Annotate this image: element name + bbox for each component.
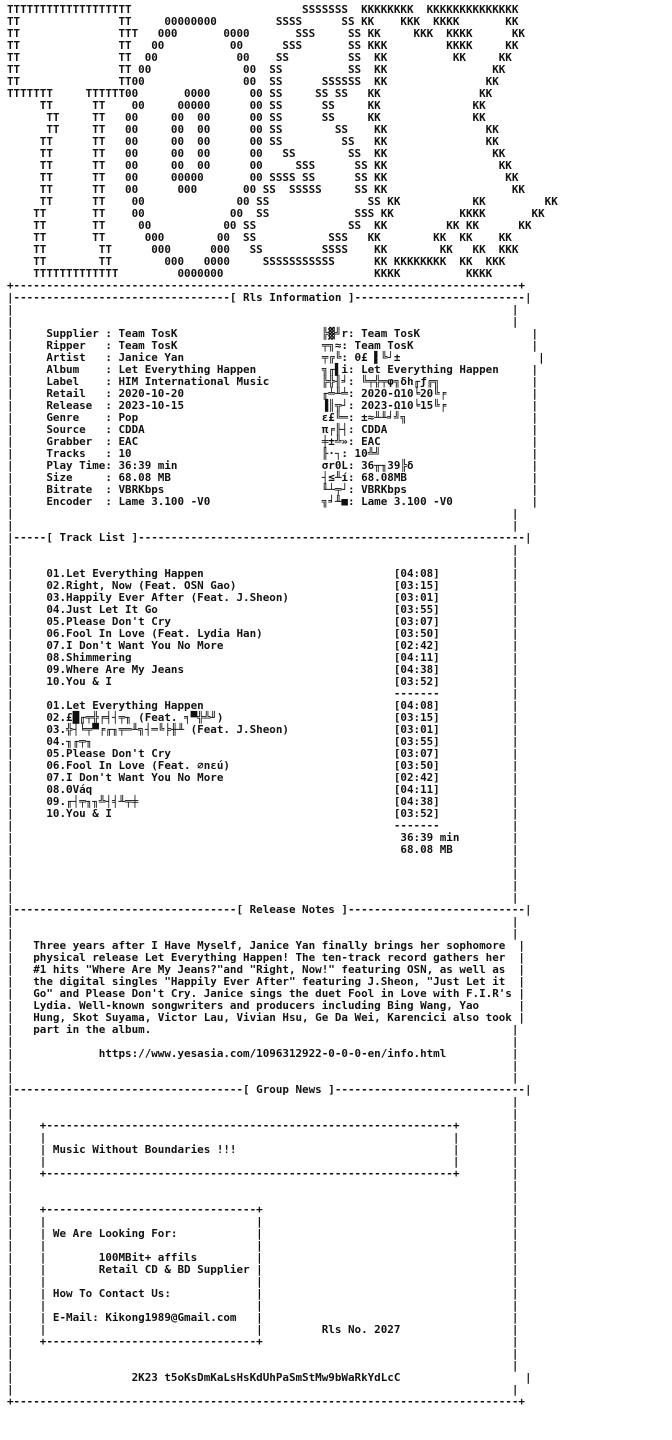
- nfo-line: |-----[ Track List ]-----------------------------------------------------------|: [7, 531, 532, 544]
- nfo-line: | |: [7, 1347, 519, 1360]
- nfo-line: | |: [7, 1035, 519, 1048]
- nfo-line: TT TT 00 00 00 00 SS SS KK KK: [7, 123, 499, 136]
- nfo-line: TT TT 00 00 00 00 SSS SS KK KK: [7, 159, 512, 172]
- nfo-line: | #1 hits "Where Are My Jeans?"and "Right, Now!" featuring OSN, as well as |: [7, 963, 525, 976]
- nfo-line: | 10.You & I [03:52] |: [7, 675, 519, 688]
- nfo-line: | |: [7, 1179, 519, 1192]
- nfo-line: | Lydia. Well-known songwriters and producers including Bing Wang, Yao |: [7, 999, 525, 1012]
- nfo-line: TT TT 00 000 00 SS SSSSS SS KK KK: [7, 183, 525, 196]
- nfo-line: TT TT 000 000 SS SSSS KK KK KK KKK: [7, 243, 519, 256]
- nfo-line: TT TT 00 00 00 00 SS SS KK KK: [7, 111, 486, 124]
- nfo-line: | Three years after I Have Myself, Janice Yan finally brings her sophomore |: [7, 939, 525, 952]
- nfo-line: +-----------------------------------------------------------------------------+: [7, 279, 525, 292]
- nfo-line: | |: [7, 1059, 519, 1072]
- nfo-line: | Grabber : EAC ╪±╩»: EAC |: [7, 435, 539, 448]
- nfo-line: TT TT 00000000 SSSS SS KK KKK KKKK KK: [7, 15, 519, 28]
- nfo-line: TT TT 00 00000 00 SS SS KK KK: [7, 99, 486, 112]
- nfo-line: | 09.Where Are My Jeans [04:38] |: [7, 663, 519, 676]
- nfo-line: | 01.Let Everything Happen [04:08] |: [7, 567, 519, 580]
- nfo-line: | |: [7, 507, 519, 520]
- nfo-line: | | | |: [7, 1131, 519, 1144]
- nfo-line: | Ripper : Team TosK ╤╗≈: Team TosK |: [7, 339, 539, 352]
- nfo-line: TT TT 00 00 00 00 SS SS KK KK: [7, 147, 506, 160]
- nfo-line: TT TT 00 00 00 00 SS SS KK KK: [7, 135, 499, 148]
- nfo-line: TT TT00 00 SS SSSSSS KK KK: [7, 75, 499, 88]
- nfo-line: | |: [7, 315, 519, 328]
- nfo-line: | | 100MBit+ affils | |: [7, 1251, 519, 1264]
- nfo-line: TT TT 00 00 SS SSS KK KKKK KK: [7, 207, 545, 220]
- nfo-line: | the digital singles "Happily Ever After" featuring J.Sheon, "Just Let it |: [7, 975, 525, 988]
- nfo-line: | Go" and Please Don't Cry. Janice sings the duet Fool in Love with F.I.R's |: [7, 987, 525, 1000]
- nfo-line: | | | |: [7, 1155, 519, 1168]
- nfo-line: | Genre : Pop ε£╚═: ±≈╨╨╛╝╗ |: [7, 411, 539, 424]
- nfo-line: |-----------------------------------[ Group News ]-----------------------------|: [7, 1083, 532, 1096]
- nfo-line: | 03.Happily Ever After (Feat. J.Sheon) [03:01] |: [7, 591, 519, 604]
- nfo-line: | Artist : Janice Yan ╤╔╚: θ£ ▌╚┘± |: [7, 351, 545, 364]
- nfo-line: TT TT 00 00000 00 SSSS SS SS KK KK: [7, 171, 519, 184]
- nfo-line: | +--------------------------------------------------------------+ |: [7, 1167, 519, 1180]
- nfo-line: |---------------------------------[ Rls Information ]--------------------------|: [7, 291, 532, 304]
- nfo-line: | Size : 68.08 MB ┤≤╨í: 68.08MB |: [7, 471, 539, 484]
- nfo-line: | |: [7, 927, 519, 940]
- nfo-line: | |: [7, 1095, 519, 1108]
- nfo-line: | Release : 2023-10-15 ▐║╦┘: 2023-Ω10╘15╚╒ |: [7, 399, 539, 412]
- nfo-line: | |: [7, 555, 519, 568]
- nfo-line: | Hung, Skot Suyama, Victor Lau, Vivian Hsu, Ge Da Wei, Karencici also took |: [7, 1011, 525, 1024]
- nfo-line: +-----------------------------------------------------------------------------+: [7, 1395, 525, 1408]
- nfo-line: | |: [7, 1191, 519, 1204]
- nfo-line: | ------- |: [7, 687, 519, 700]
- nfo-line: | 08.ΘVáq [04:11] |: [7, 783, 519, 796]
- nfo-line: | |: [7, 519, 519, 532]
- nfo-line: TT TT 000 0000 SSSSSSSSSSS KK KKKKKKKK KK KKK: [7, 255, 506, 268]
- nfo-line: | part in the album. |: [7, 1023, 519, 1036]
- nfo-line: | 08.Shimmering [04:11] |: [7, 651, 519, 664]
- nfo-line: | 07.I Don't Want You No More [02:42] |: [7, 639, 519, 652]
- nfo-line: | 09.╓┤╤╖╖╩┤╡╨╤╪ [04:38] |: [7, 795, 519, 808]
- nfo-line: TT TT 00 00 SS SS KK KK KK KK: [7, 219, 532, 232]
- nfo-line: | 68.08 MB |: [7, 843, 519, 856]
- nfo-line: | Supplier : Team TosK ╠▓╝r: Team TosK |: [7, 327, 539, 340]
- nfo-line: | 06.Fool In Love (Feat. Lydia Han) [03:50] |: [7, 627, 519, 640]
- nfo-line: TTTTTTTTTTTTTTTTTTT SSSSSSS KKKKKKKK KKKKKKKKKKKKKK: [7, 3, 519, 16]
- nfo-line: TT TT 00 00 SS SS KK KK: [7, 63, 506, 76]
- nfo-line: TT TT 00 00 SS SS KK KK KK: [7, 51, 512, 64]
- nfo-line: | 04.Just Let It Go [03:55] |: [7, 603, 519, 616]
- nfo-line: | 02.Right, Now (Feat. OSN Gao) [03:15] |: [7, 579, 519, 592]
- nfo-line: | 06.Fool In Love (Feat. ∅nεú) [03:50] |: [7, 759, 519, 772]
- nfo-line: |----------------------------------[ Release Notes ]---------------------------|: [7, 903, 532, 916]
- nfo-line: | |: [7, 879, 519, 892]
- nfo-line: | 07.I Don't Want You No More [02:42] |: [7, 771, 519, 784]
- nfo-line: | Source : CDDA π╒╟┤: CDDA |: [7, 423, 539, 436]
- nfo-line: | 02.£█╓╤╬╒╡┤╤╖ (Feat. ╕▀╬╩╜) [03:15] |: [7, 711, 519, 724]
- nfo-line: | 10.You & I [03:52] |: [7, 807, 519, 820]
- nfo-line: | https://www.yesasia.com/1096312922-0-0-0-en/info.html |: [7, 1047, 519, 1060]
- nfo-line: | | | |: [7, 1239, 519, 1252]
- nfo-line: | Play Time: 36:39 min σr0L: 36╥╖39╠δ |: [7, 459, 539, 472]
- nfo-line: | | | |: [7, 1275, 519, 1288]
- nfo-line: TTTTTTT TTTTTT00 0000 00 SS SS SS KK KK: [7, 87, 493, 100]
- nfo-line: | | | |: [7, 1215, 519, 1228]
- nfo-line: | Encoder : Lame 3.100 -V0 ╗╛╨■: Lame 3.100 -V0 |: [7, 495, 539, 508]
- nfo-line: TTTTTTTTTTTTT 0000000 KKKK KKKK: [7, 267, 493, 280]
- nfo-line: | | Music Without Boundaries !!! | |: [7, 1143, 519, 1156]
- nfo-line: | 01.Let Everything Happen [04:08] |: [7, 699, 519, 712]
- nfo-line: | |: [7, 891, 519, 904]
- nfo-line: | 05.Please Don't Cry [03:07] |: [7, 747, 519, 760]
- nfo-line: TT TT 00 00 SS SS KK KK KK: [7, 195, 558, 208]
- nfo-line: | Label : HIM International Music ╠╬╢╛: ╚╤╬╤φ╗δh╓ƒ╔╗ |: [7, 375, 539, 388]
- nfo-line: | 04.╖╓╤╖ [03:55] |: [7, 735, 519, 748]
- nfo-line: | | We Are Looking For: | |: [7, 1227, 519, 1240]
- nfo-line: TT TTT 000 0000 SSS SS KK KKK KKKK KK: [7, 27, 525, 40]
- nfo-line: | 2K23 t5oKsDmKaLsHsKdUhPaSmStMw9bWaRkYdLcC |: [7, 1371, 532, 1384]
- nfo-line: | | Retail CD & BD Supplier | |: [7, 1263, 519, 1276]
- nfo-line: | |: [7, 867, 519, 880]
- nfo-line: | |: [7, 915, 519, 928]
- nfo-line: | +--------------------------------------------------------------+ |: [7, 1119, 519, 1132]
- nfo-line: TT TT 00 00 SSS SS KKK KKKK KK: [7, 39, 519, 52]
- nfo-line: | +--------------------------------+ |: [7, 1203, 519, 1216]
- nfo-line: | 03.╬┤╘╤▀╒╓╖╤═╨╗┤═╚╞╫╨ (Feat. J.Sheon) [03:01] |: [7, 723, 519, 736]
- nfo-line: | |: [7, 1383, 519, 1396]
- nfo-line: | Bitrate : VBRKbps ╙┴╤┘: VBRKbps |: [7, 483, 539, 496]
- nfo-line: TT TT 000 00 SS SSS KK KK KK KK: [7, 231, 512, 244]
- nfo-line: | |: [7, 543, 519, 556]
- nfo-line: | 05.Please Don't Cry [03:07] |: [7, 615, 519, 628]
- nfo-line: | |: [7, 1107, 519, 1120]
- nfo-line: | 36:39 min |: [7, 831, 519, 844]
- nfo-line: | | How To Contact Us: | |: [7, 1287, 519, 1300]
- nfo-line: | Album : Let Everything Happen ╗╓▌i: Let Everything Happen |: [7, 363, 539, 376]
- nfo-line: | physical release Let Everything Happen! The ten-track record gathers her |: [7, 951, 525, 964]
- nfo-line: | ------- |: [7, 819, 519, 832]
- nfo-line: | Tracks : 10 ╟·┐: 10╩╝ |: [7, 447, 539, 460]
- nfo-line: | |: [7, 1359, 519, 1372]
- nfo-line: | | E-Mail: Kikong1989@Gmail.com | |: [7, 1311, 519, 1324]
- nfo-line: | | | |: [7, 1299, 519, 1312]
- nfo-line: | |: [7, 855, 519, 868]
- nfo-line: | +--------------------------------+ |: [7, 1335, 519, 1348]
- nfo-line: | |: [7, 1071, 519, 1084]
- nfo-line: | Retail : 2020-10-20 ╓╧╨╧: 2020-Ω10╘20╚╒ |: [7, 387, 539, 400]
- nfo-line: | |: [7, 303, 519, 316]
- nfo-line: | | | Rls No. 2027 |: [7, 1323, 519, 1336]
